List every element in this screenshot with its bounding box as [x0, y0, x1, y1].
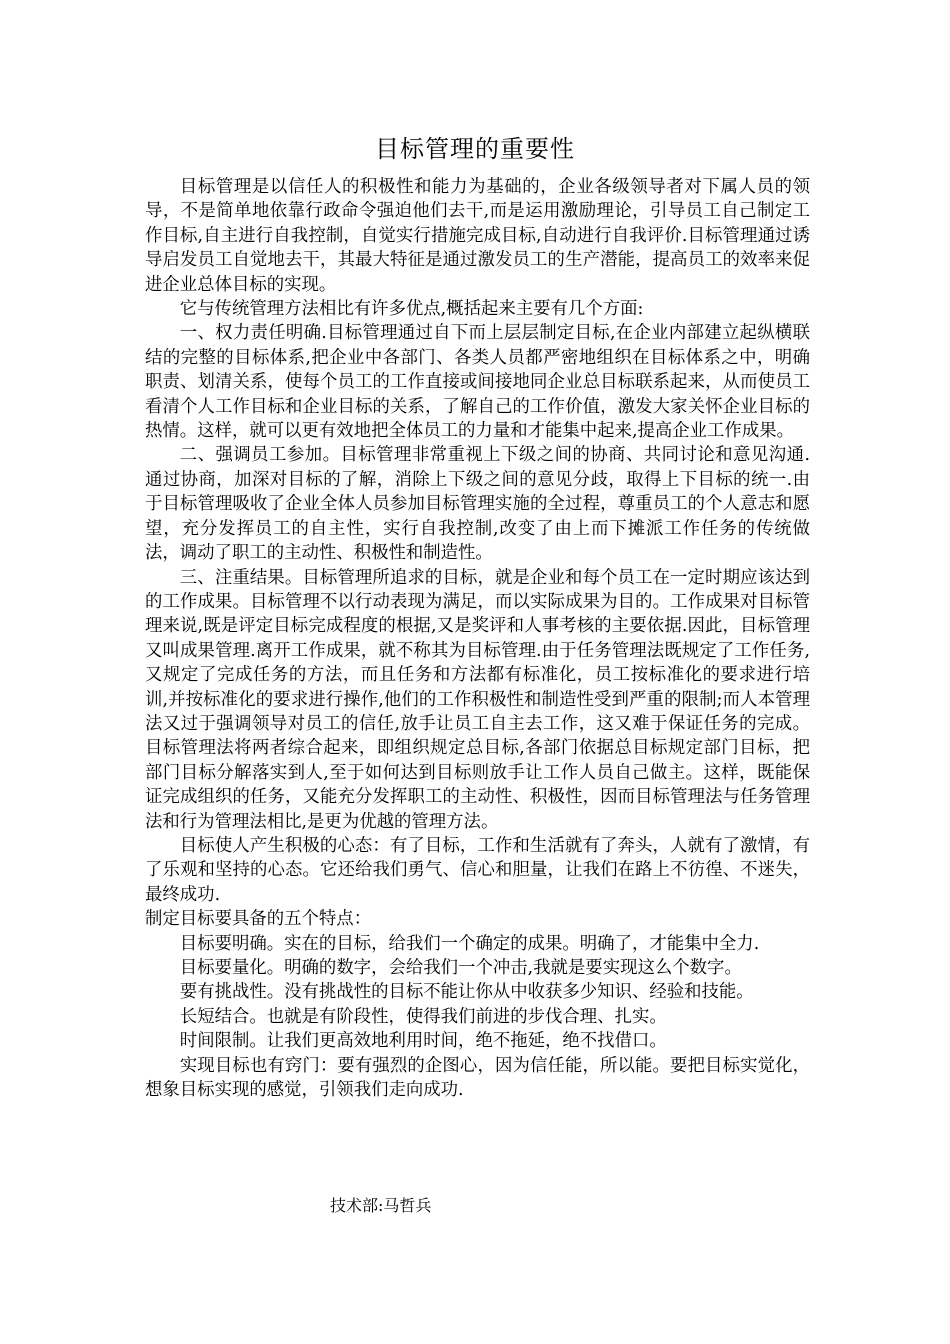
document-title: 目标管理的重要性: [375, 135, 575, 163]
document-signature: 技术部:马哲兵: [330, 1196, 432, 1215]
paragraph-point-one: 一、权力责任明确.目标管理通过自下而上层层制定目标,在企业内部建立起纵横联结的完整的目标体系,把企业中各部门、各类人员都严密地组织在目标体系之中，明确职责、划清关系，使每个员工的工作直接或间接地同企业总目标联系起来，从而使员工看清个人工作目标和企业目标的关系，了解自己的工作价值，激发大家关怀企业目标的热情。这样，就可以更有效地把全体员工的力量和才能集中起来,提高企业工作成果。: [145, 323, 810, 442]
paragraph-feature-challenge: 要有挑战性。没有挑战性的目标不能让你从中收获多少知识、经验和技能。: [179, 982, 754, 1003]
paragraph-feature-clear: 目标要明确。实在的目标，给我们一个确定的成果。明确了，才能集中全力.: [179, 933, 760, 954]
paragraph-feature-quantified: 目标要量化。明确的数字，会给我们一个冲击,我就是要实现这么个数字。: [179, 958, 742, 978]
paragraph-intro: 目标管理是以信任人的积极性和能力为基础的，企业各级领导者对下属人员的领导，不是简单地依靠行政命令强迫他们去干,而是运用激励理论，引导员工自己制定工作目标,自主进行自我控制，自觉实行措施完成目标,自动进行自我评价.目标管理通过诱导启发员工自觉地去干，其最大特征是通过激发员工的生产潜能，提高员工的效率来促进企业总体目标的实现。: [145, 177, 810, 295]
paragraph-achieve-tips: 实现目标也有窍门：要有强烈的企图心，因为信任能，所以能。要把目标实觉化，想象目标实现的感觉，引领我们走向成功.: [145, 1055, 810, 1101]
paragraph-positive-mindset: 目标使人产生积极的心态：有了目标，工作和生活就有了奔头，人就有了激情，有了乐观和坚持的心态。它还给我们勇气、信心和胆量，让我们在路上不彷徨、不迷失，最终成功.: [145, 835, 810, 905]
document-body: [145, 175, 810, 1102]
paragraph-point-three: 三、注重结果。目标管理所追求的目标，就是企业和每个员工在一定时期应该达到的工作成果。目标管理不以行动表现为满足，而以实际成果为目的。工作成果对目标管理来说,既是评定目标完成程度的根据,又是奖评和人事考核的主要依据.因此，目标管理又叫成果管理.离开工作成果，就不称其为目标管理.由于任务管理法既规定了工作任务,又规定了完成任务的方法，而且任务和方法都有标准化，员工按标准化的要求进行培训,并按标准化的要求进行操作,他们的工作积极性和制造性受到严重的限制;而人本管理法又过于强调领导对员工的信任,放手让员工自主去工作，这又难于保证任务的完成。目标管理法将两者综合起来，即组织规定总目标,各部门依据总目标规定部门目标，把部门目标分解落实到人,至于如何达到目标则放手让工作人员自己做主。这样，既能保证完成组织的任务，又能充分发挥职工的主动性、积极性，因而目标管理法与任务管理法和行为管理法相比,是更为优越的管理方法。: [145, 567, 810, 832]
paragraph-advantages-lead: 它与传统管理方法相比有许多优点,概括起来主要有几个方面:: [179, 299, 644, 320]
paragraph-feature-time-limit: 时间限制。让我们更高效地利用时间，绝不拖延，绝不找借口。: [179, 1031, 667, 1052]
paragraph-five-features-heading: 制定目标要具备的五个特点：: [145, 909, 372, 930]
paragraph-point-two: 二、强调员工参加。目标管理非常重视上下级之间的协商、共同讨论和意见沟通.通过协商，加深对目标的了解，消除上下级之间的意见分歧，取得上下目标的统一.由于目标管理吸收了企业全体人员参加目标管理实施的全过程，尊重员工的个人意志和愿望，充分发挥员工的自主性，实行自我控制,改变了由上而下摊派工作任务的传统做法，调动了职工的主动性、积极性和制造性。: [145, 445, 810, 564]
paragraph-feature-long-short: 长短结合。也就是有阶段性，使得我们前进的步伐合理、扎实。: [179, 1006, 667, 1027]
